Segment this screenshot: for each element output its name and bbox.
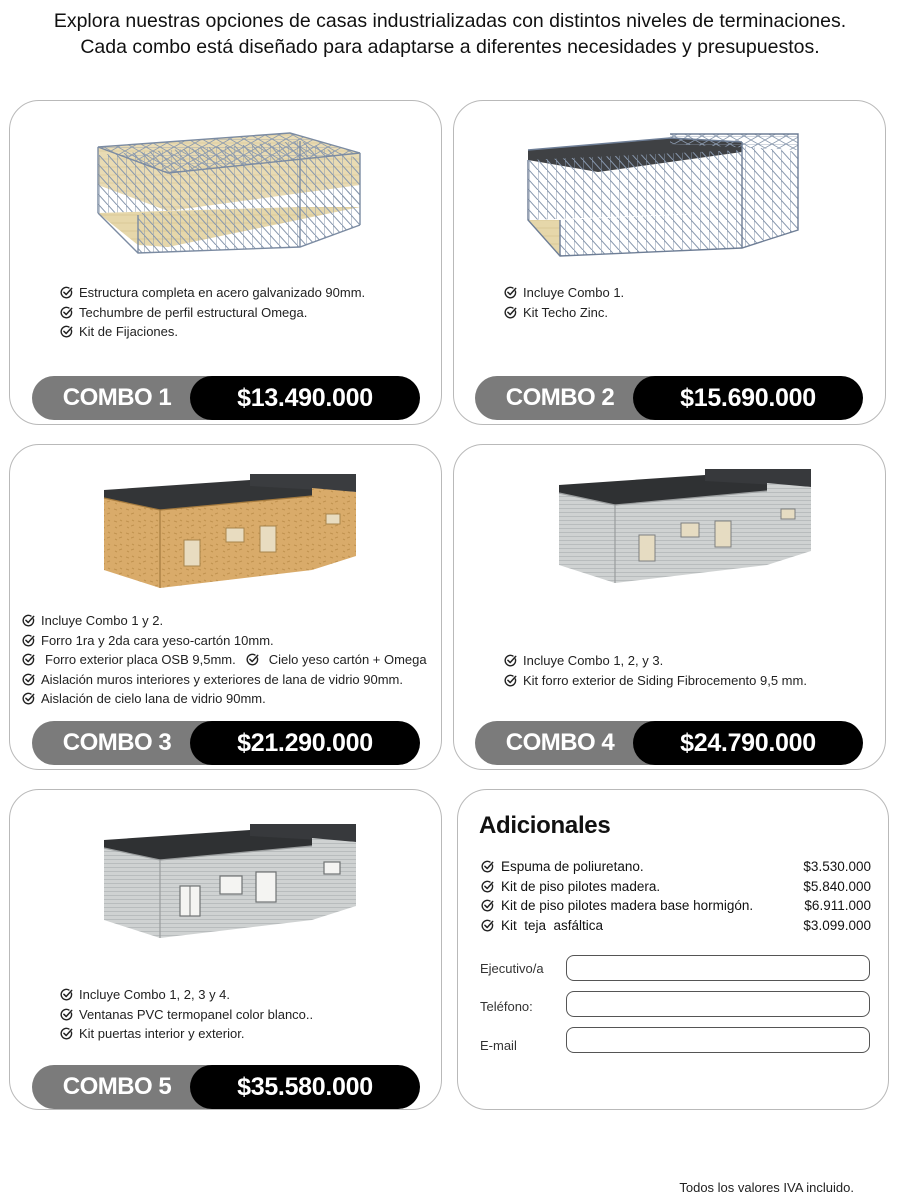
adicional-label: Espuma de poliuretano. bbox=[501, 859, 644, 874]
check-circle-icon bbox=[22, 653, 35, 666]
combo-1-label: COMBO 1 bbox=[62, 384, 172, 411]
feature-item: Kit forro exterior de Siding Fibrocemento 9,5 mm. bbox=[504, 671, 807, 691]
check-circle-icon bbox=[22, 634, 35, 647]
check-circle-icon bbox=[60, 1027, 73, 1040]
check-circle-icon bbox=[481, 899, 494, 912]
combo-3-price-pill bbox=[32, 721, 420, 765]
vat-footnote: Todos los valores IVA incluido. bbox=[679, 1180, 854, 1195]
combo-4-features bbox=[504, 651, 807, 690]
check-circle-icon bbox=[504, 674, 517, 687]
finished-house-image bbox=[100, 820, 360, 948]
combo-4-price-pill bbox=[475, 721, 863, 765]
check-circle-icon bbox=[60, 988, 73, 1001]
combo-4-price: $24.790.000 bbox=[633, 721, 863, 765]
check-circle-icon bbox=[481, 860, 494, 873]
combo-2-price-pill bbox=[475, 376, 863, 420]
check-circle-icon bbox=[60, 325, 73, 338]
feature-item: Incluye Combo 1, 2, 3 y 4. bbox=[60, 985, 313, 1005]
check-circle-icon bbox=[504, 306, 517, 319]
feature-item: Kit de Fijaciones. bbox=[60, 322, 365, 342]
combo-3-price: $21.290.000 bbox=[190, 721, 420, 765]
check-circle-icon bbox=[60, 286, 73, 299]
combo-2-features bbox=[504, 283, 624, 322]
feature-item: Ventanas PVC termopanel color blanco.. bbox=[60, 1005, 313, 1025]
combo-5-features bbox=[60, 985, 313, 1044]
phone-field[interactable] bbox=[566, 991, 870, 1017]
combo-1-price-pill bbox=[32, 376, 420, 420]
combo-3-label: COMBO 3 bbox=[62, 729, 172, 756]
siding-clad-house-image bbox=[555, 465, 815, 593]
combo-4-label: COMBO 4 bbox=[505, 729, 615, 756]
feature-item: Aislación de cielo lana de vidrio 90mm. bbox=[22, 689, 427, 709]
executive-field[interactable] bbox=[566, 955, 870, 981]
executive-label: Ejecutivo/a bbox=[480, 961, 544, 976]
adicional-item bbox=[481, 857, 871, 877]
check-circle-icon bbox=[60, 1008, 73, 1021]
check-circle-icon bbox=[22, 614, 35, 627]
combo-5-price: $35.580.000 bbox=[190, 1065, 420, 1109]
intro-line-1: Explora nuestras opciones de casas industrializadas con distintos niveles de terminaciones. bbox=[53, 10, 847, 32]
check-circle-icon bbox=[22, 692, 35, 705]
steel-frame-house-with-roof-image bbox=[520, 120, 805, 262]
adicional-price: $3.099.000 bbox=[803, 917, 871, 933]
adicional-item bbox=[481, 896, 871, 916]
check-circle-icon bbox=[481, 919, 494, 932]
adicional-label: Kit teja asfáltica bbox=[501, 917, 604, 933]
check-circle-icon bbox=[60, 306, 73, 319]
combo-1-features bbox=[60, 283, 365, 342]
check-circle-icon bbox=[246, 653, 259, 666]
phone-label: Teléfono: bbox=[480, 999, 533, 1014]
osb-clad-house-image bbox=[100, 470, 360, 598]
feature-item: Aislación muros interiores y exteriores de lana de vidrio 90mm. bbox=[22, 670, 427, 690]
combo-3-features bbox=[22, 611, 427, 709]
check-circle-icon bbox=[504, 286, 517, 299]
feature-item: Incluye Combo 1. bbox=[504, 283, 624, 303]
adicional-label: Kit de piso pilotes madera. bbox=[501, 878, 661, 894]
intro-line-2: Cada combo está diseñado para adaptarse a diferentes necesidades y presupuestos. bbox=[80, 36, 820, 58]
feature-item: Forro exterior placa OSB 9,5mm. Cielo yeso cartón + Omega bbox=[22, 650, 427, 670]
adicional-label: Kit de piso pilotes madera base hormigón. bbox=[501, 898, 754, 913]
combo-1-price: $13.490.000 bbox=[190, 376, 420, 420]
feature-item: Kit puertas interior y exterior. bbox=[60, 1024, 313, 1044]
feature-item: Estructura completa en acero galvanizado 90mm. bbox=[60, 283, 365, 303]
check-circle-icon bbox=[22, 673, 35, 686]
adicionales-title: Adicionales bbox=[479, 812, 611, 839]
feature-item: Incluye Combo 1 y 2. bbox=[22, 611, 427, 631]
combo-2-price: $15.690.000 bbox=[633, 376, 863, 420]
combo-2-label: COMBO 2 bbox=[505, 384, 615, 411]
feature-item: Forro 1ra y 2da cara yeso-cartón 10mm. bbox=[22, 631, 427, 651]
feature-item: Kit Techo Zinc. bbox=[504, 303, 624, 323]
check-circle-icon bbox=[481, 880, 494, 893]
adicional-item bbox=[481, 877, 871, 897]
feature-item: Techumbre de perfil estructural Omega. bbox=[60, 303, 365, 323]
adicional-price: $3.530.000 bbox=[803, 859, 871, 874]
combo-5-label: COMBO 5 bbox=[62, 1073, 172, 1100]
adicional-price: $5.840.000 bbox=[803, 878, 871, 894]
adicional-price: $6.911.000 bbox=[804, 898, 871, 913]
adicional-item bbox=[481, 916, 871, 936]
email-field[interactable] bbox=[566, 1027, 870, 1053]
email-label: E-mail bbox=[480, 1038, 517, 1053]
feature-item: Incluye Combo 1, 2, y 3. bbox=[504, 651, 807, 671]
intro-text bbox=[0, 8, 900, 60]
check-circle-icon bbox=[504, 654, 517, 667]
steel-frame-house-image bbox=[90, 115, 370, 260]
combo-5-price-pill bbox=[32, 1065, 420, 1109]
adicionales-list bbox=[481, 857, 871, 935]
